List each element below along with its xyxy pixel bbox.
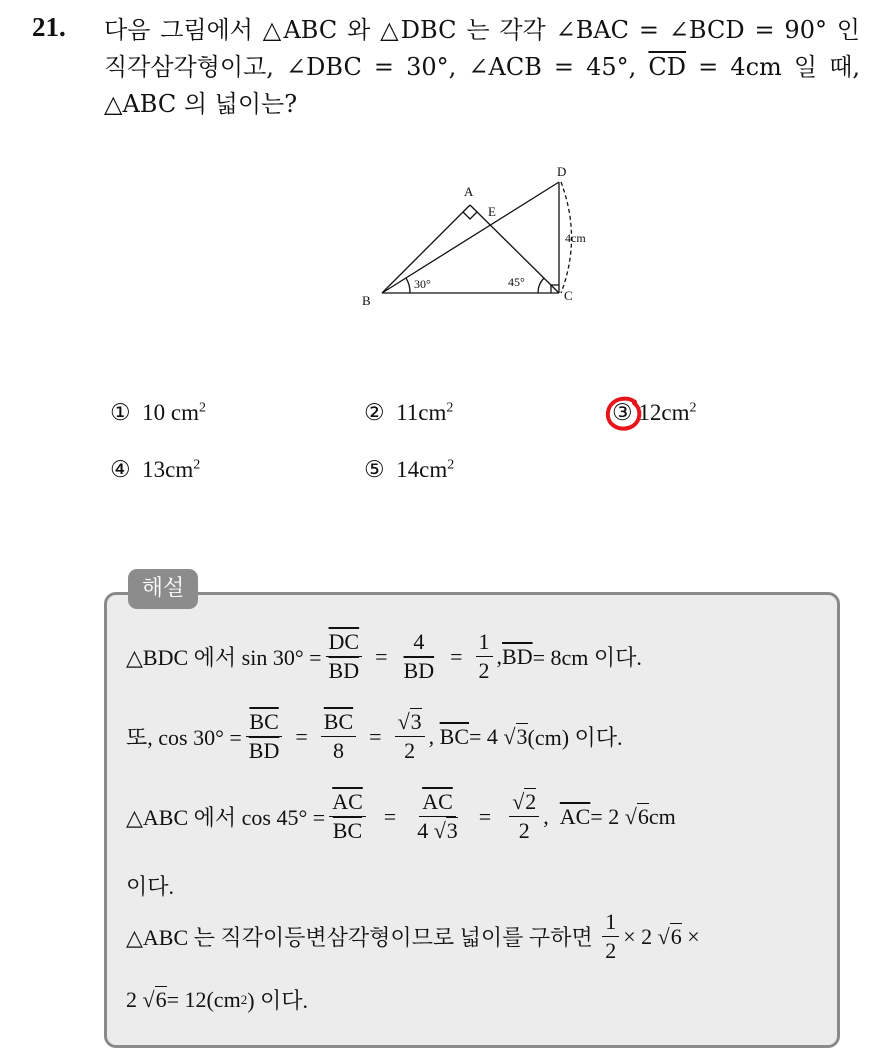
solution-line-5: △ABC 는 직각이등변삼각형이므로 넓이를 구하면 $\frac{1}{2}$ × 2 √ 6 × [126, 909, 700, 963]
question-line-2: 직각삼각형이고, ∠DBC = 30°, ∠ACB = 45°, $\overline{CD} = 4cm$ 일 때, [104, 53, 861, 81]
solution-line-1: △BDC 에서 sin 30° = $\frac{\overline{DC}}{BD}$ = $\frac{4}{BD}$ = $\frac{1}{2}$ , $\overline{BD}$ = 8cm 이다. [126, 629, 642, 683]
solution-line-2: 또, cos 30° = $\frac{\overline{BC}}{BD}$ = $\frac{\overline{BC}}{8}$ = $\frac{√3}{2}$ , $\overline{BC}$ = 4 √ 3 (cm) 이다. [126, 709, 623, 763]
triangle-figure [352, 160, 612, 310]
question-number: 21. [32, 12, 66, 42]
label-a: A [464, 184, 474, 199]
answer-circle-mark [604, 394, 644, 434]
label-b: B [362, 293, 371, 308]
segment-cd: $\overline{CD}$ [648, 53, 687, 81]
angle-arc-c [538, 278, 544, 293]
solution-line-6: 2 √ 6 = 12(cm 2 ) 이다. [126, 986, 309, 1013]
question-line-3: △ABC 의 넓이는? [104, 90, 298, 118]
right-angle-mark-a [463, 212, 477, 219]
choice-5[interactable]: ⑤ $14cm^2$ [364, 457, 455, 482]
angle-c-label: 45° [508, 275, 525, 289]
angle-b-label: 30° [414, 277, 431, 291]
choice-3[interactable]: ③ $12cm^2$ [612, 400, 697, 425]
solution-label: 해설 [128, 569, 198, 609]
label-e: E [488, 204, 496, 219]
angle-arc-b [406, 278, 410, 293]
choice-4[interactable]: ④ $13cm^2$ [110, 457, 201, 482]
choice-1[interactable]: ① 10 $cm^2$ [110, 400, 206, 425]
question-line-1: 다음 그림에서 △ABC 와 △DBC 는 각각 ∠BAC = ∠BCD = 90° 인 [104, 16, 860, 44]
label-c: C [564, 288, 573, 303]
solution-line-4: 이다. [126, 874, 175, 899]
solution-line-3: △ABC 에서 cos 45° = $\frac{\overline{AC}}{BC}$ = $\frac{\overline{AC}}{4 √3}$ = $\frac{√2}{2}$ , $\overline{AC}$ = 2 √ 6 cm [126, 789, 676, 843]
side-cd-label: 4cm [565, 231, 586, 245]
choice-2[interactable]: ② $11cm^2$ [364, 400, 454, 425]
label-d: D [557, 164, 567, 179]
question-text [104, 12, 860, 123]
